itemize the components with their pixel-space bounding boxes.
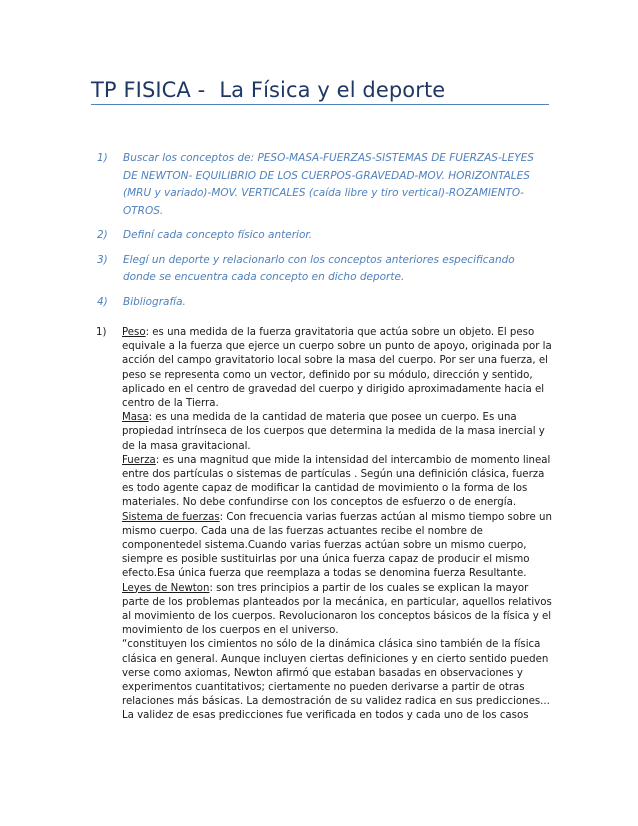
answer-section: [96, 326, 552, 724]
task-number: 4): [97, 295, 108, 308]
task-item: [97, 294, 537, 312]
leyes-term: Leyes de Newton: [122, 582, 210, 594]
leyes-paragraph: [122, 582, 552, 639]
leyes-definition: : son tres principios a partir de los cuales se explican la mayor parte de los problemas planteados por la mecánica, en particular, aquellos relativos al movimiento de los cuerpos. Revolucionaron los conceptos básicos de la física y el movimiento de los cuerpos en el universo.: [122, 582, 552, 637]
sistema-definition: : Con frecuencia varias fuerzas actúan al mismo tiempo sobre un mismo cuerpo. Cada una de las fuerzas actuantes recibe el nombre de componentedel sistema.Cuando varias fuerzas actúan sobre un mismo cuerpo, siempre es posible sustituirlas por una única fuerza capaz de producir el mismo efecto.Esa única fuerza que reemplaza a todas se denomina fuerza Resultante.: [122, 511, 552, 580]
answer-content: [122, 326, 552, 724]
task-list: [97, 150, 537, 318]
title-subject: La Física y el deporte: [219, 78, 446, 102]
task-text: Definí cada concepto físico anterior.: [123, 229, 313, 241]
page-title: [91, 78, 445, 102]
masa-term: Masa: [122, 412, 149, 424]
masa-definition: : es una medida de la cantidad de materia que posee un cuerpo. Es una propiedad intrínseca de los cuerpos que determina la medida de la masa inercial y de la masa gravitacional.: [122, 412, 545, 452]
peso-definition: : es una medida de la fuerza gravitatoria que actúa sobre un objeto. El peso equivale a la fuerza que ejerce un cuerpo sobre un punto de apoyo, originada por la acción del campo gravitatorio local sobre la masa del cuerpo. Por ser una fuerza, el peso se representa como un vector, definido por su módulo, dirección y sentido, aplicado en el centro de gravedad del cuerpo y dirigido aproximadamente hacia el centro de la Tierra.: [122, 327, 552, 410]
task-item: [97, 227, 537, 245]
masa-paragraph: [122, 411, 552, 454]
task-text: Buscar los conceptos de: PESO-MASA-FUERZAS-SISTEMAS DE FUERZAS-LEYES DE NEWTON- EQUILIBRIO DE LOS CUERPOS-GRAVEDAD-MOV. HORIZONTALES (MRU y variado)-MOV. VERTICALES (caída libre y tiro vertical)-ROZAMIENTO-OTROS.: [123, 152, 534, 217]
task-item: [97, 252, 537, 287]
answer-number: 1): [96, 327, 107, 338]
task-number: 2): [97, 229, 108, 241]
sistema-term: Sistema de fuerzas: [122, 511, 220, 523]
sistema-paragraph: [122, 511, 552, 582]
task-text: Bibliografía.: [123, 295, 186, 308]
newton-quote: “constituyen los cimientos no sólo de la dinámica clásica sino también de la física clásica en general. Aunque incluyen ciertas definiciones y en cierto sentido pueden verse como axiomas, Newton afirmó que estaban basadas en observaciones y experimentos cuantitativos; ciertamente no pueden derivarse a partir de otras relaciones más básicas. La demostración de su validez radica en sus predicciones... La validez de esas predicciones fue verificada en todos y cada uno de los casos: [122, 639, 550, 722]
task-item: [97, 150, 537, 220]
fuerza-definition: : es una magnitud que mide la intensidad del intercambio de momento lineal entre dos partículas o sistemas de partículas . Según una definición clásica, fuerza es todo agente capaz de modificar la cantidad de movimiento o la forma de los materiales. No debe confundirse con los conceptos de esfuerzo o de energía.: [122, 454, 551, 509]
task-text: Elegí un deporte y relacionarlo con los conceptos anteriores especificando donde se encuentra cada concepto en dicho deporte.: [123, 253, 515, 283]
peso-term: Peso: [122, 327, 146, 338]
title-prefix: TP FISICA -: [91, 78, 206, 102]
title-underline: [91, 104, 549, 105]
task-number: 3): [97, 253, 108, 266]
task-number: 1): [97, 152, 108, 164]
fuerza-paragraph: [122, 454, 552, 511]
fuerza-term: Fuerza: [122, 454, 156, 466]
peso-paragraph: [122, 326, 552, 411]
